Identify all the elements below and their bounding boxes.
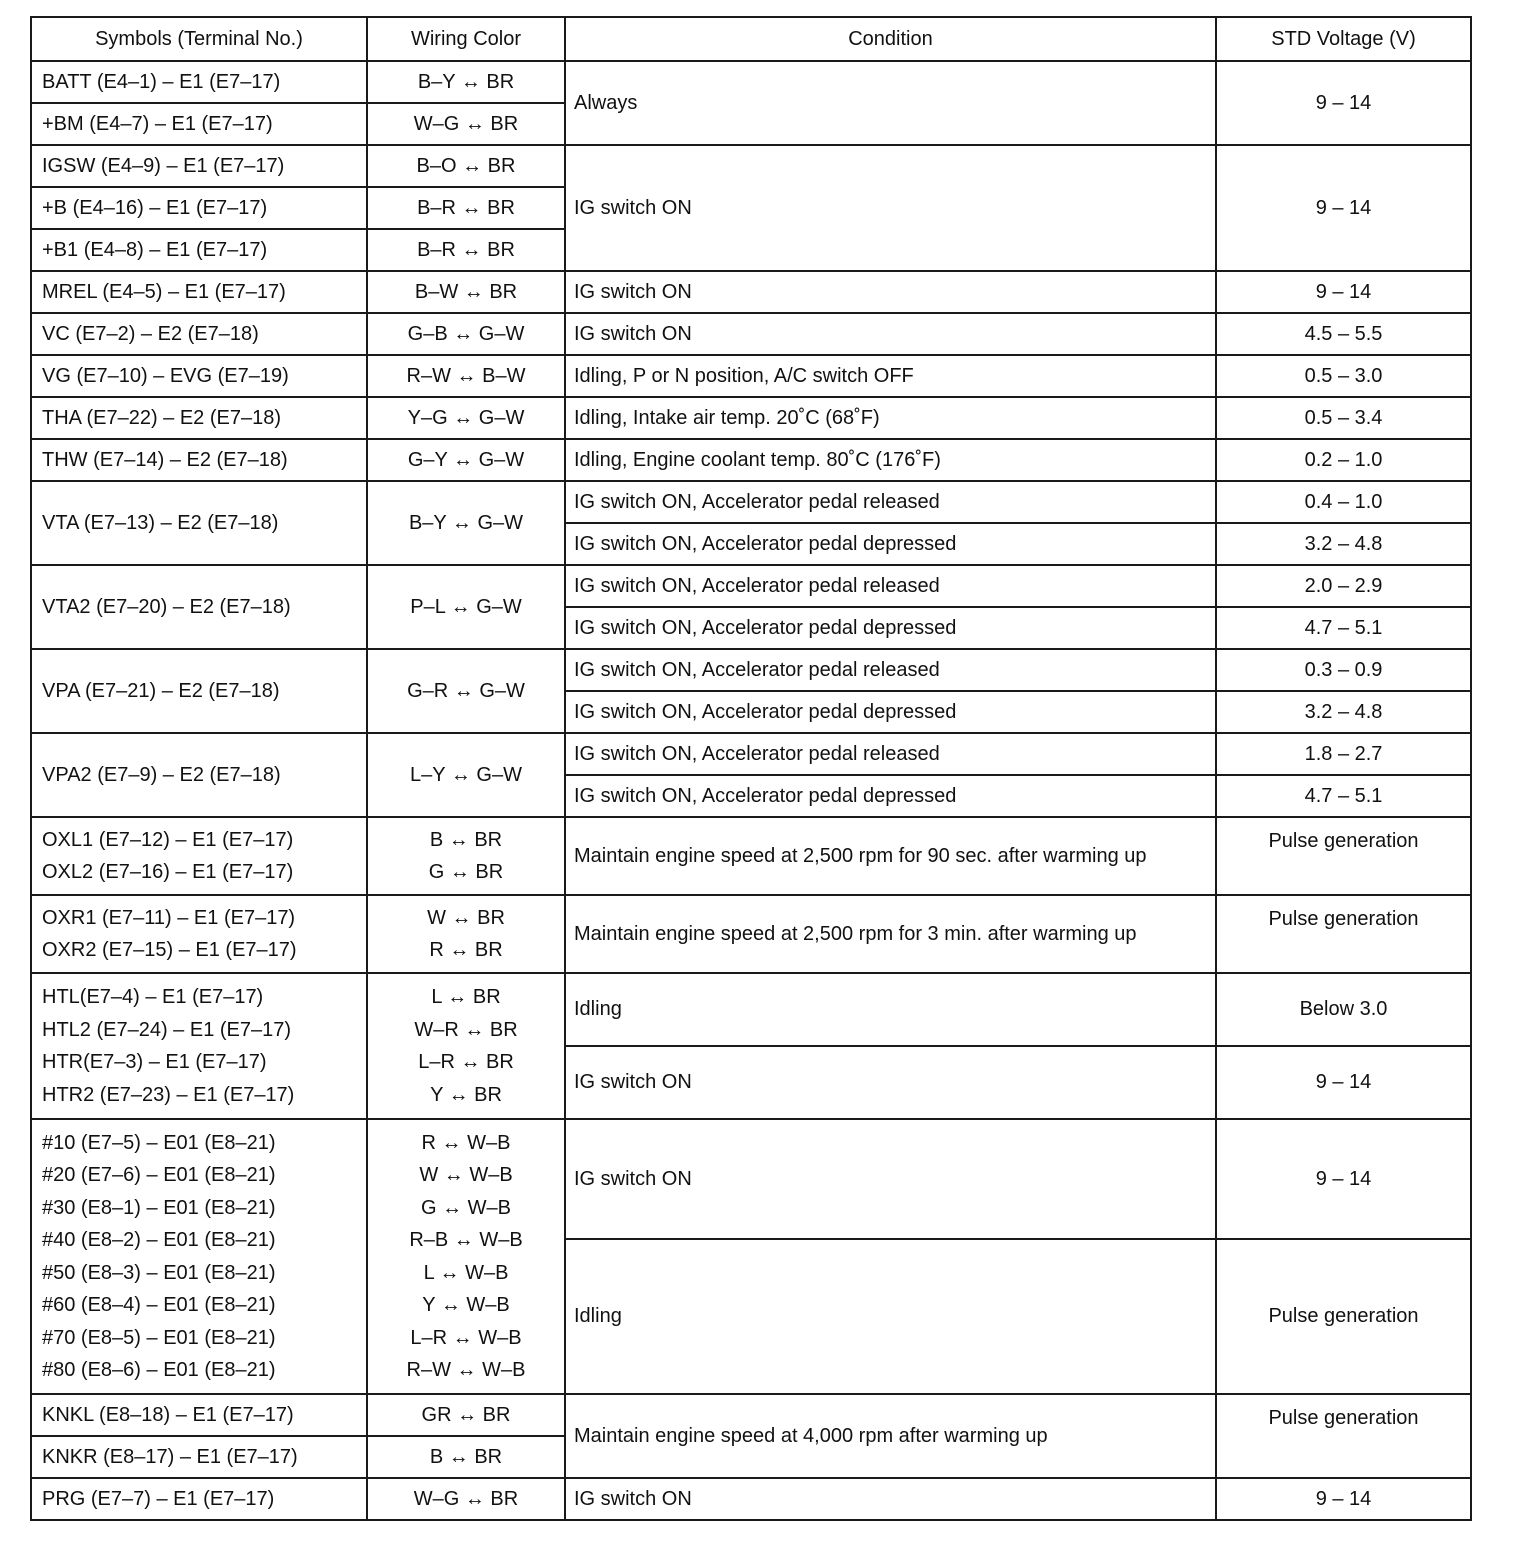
wiring-color-cell: B–Y ↔ BR: [367, 61, 565, 103]
voltage-cell: 4.7 – 5.1: [1216, 607, 1471, 649]
voltage-cell: 4.7 – 5.1: [1216, 775, 1471, 817]
symbol-line: #50 (E8–3) – E01 (E8–21): [42, 1261, 276, 1284]
symbol-cell: +BM (E4–7) – E1 (E7–17): [31, 103, 367, 145]
condition-cell: Idling: [565, 1239, 1216, 1394]
table-row: [31, 817, 1471, 895]
voltage-cell: 2.0 – 2.9: [1216, 565, 1471, 607]
table-row: [31, 973, 1471, 1046]
header-wiring-color: Wiring Color: [367, 17, 565, 61]
table-row: [31, 565, 1471, 607]
table-row: [31, 271, 1471, 313]
condition-cell: IG switch ON, Accelerator pedal depressed: [565, 607, 1216, 649]
voltage-cell: 0.2 – 1.0: [1216, 439, 1471, 481]
voltage-cell: 4.5 – 5.5: [1216, 313, 1471, 355]
wiring-color-line: L–R ↔ BR: [418, 1051, 514, 1073]
symbol-line: OXL1 (E7–12) – E1 (E7–17): [42, 828, 294, 851]
table-row: [31, 1478, 1471, 1520]
symbol-cell: MREL (E4–5) – E1 (E7–17): [31, 271, 367, 313]
voltage-cell: 0.5 – 3.4: [1216, 397, 1471, 439]
symbol-cell: KNKR (E8–17) – E1 (E7–17): [31, 1436, 367, 1478]
wiring-color-cell: L–Y ↔ G–W: [367, 733, 565, 817]
symbol-line: #30 (E8–1) – E01 (E8–21): [42, 1196, 276, 1219]
symbol-line: #20 (E7–6) – E01 (E8–21): [42, 1164, 276, 1186]
wiring-color-cell: G–B ↔ G–W: [367, 313, 565, 355]
symbol-line: #70 (E8–5) – E01 (E8–21): [42, 1326, 276, 1349]
voltage-cell: 9 – 14: [1216, 1478, 1471, 1520]
wiring-color-line: W ↔ BR: [427, 906, 505, 929]
voltage-cell: 9 – 14: [1216, 145, 1471, 271]
voltage-cell: 9 – 14: [1216, 1119, 1471, 1239]
voltage-cell: 0.3 – 0.9: [1216, 649, 1471, 691]
wiring-color-cell: R–W ↔ B–W: [367, 355, 565, 397]
table-row: [31, 439, 1471, 481]
condition-cell: IG switch ON: [565, 271, 1216, 313]
wiring-color-line: B ↔ BR: [429, 828, 503, 851]
symbol-cell: VPA2 (E7–9) – E2 (E7–18): [31, 733, 367, 817]
voltage-cell: Pulse generation: [1216, 1394, 1471, 1478]
wiring-color-cell: [367, 817, 565, 895]
symbol-cell: VTA2 (E7–20) – E2 (E7–18): [31, 565, 367, 649]
symbol-cell: +B1 (E4–8) – E1 (E7–17): [31, 229, 367, 271]
symbol-line: OXR2 (E7–15) – E1 (E7–17): [42, 939, 297, 961]
wiring-color-line: L ↔ BR: [431, 986, 501, 1008]
wiring-color-cell: G–Y ↔ G–W: [367, 439, 565, 481]
wiring-color-cell: GR ↔ BR: [367, 1394, 565, 1436]
wiring-color-line: Y ↔ W–B: [422, 1294, 510, 1316]
voltage-cell: Pulse generation: [1216, 1239, 1471, 1394]
condition-cell: Always: [565, 61, 1216, 145]
wiring-color-line: R–W ↔ W–B: [406, 1359, 526, 1381]
wiring-color-line: L ↔ W–B: [423, 1261, 509, 1284]
symbol-line: OXL2 (E7–16) – E1 (E7–17): [42, 861, 294, 883]
table-row: [31, 397, 1471, 439]
condition-cell: Maintain engine speed at 2,500 rpm for 90 sec. after warming up: [565, 817, 1216, 895]
symbol-cell: VTA (E7–13) – E2 (E7–18): [31, 481, 367, 565]
wiring-color-cell: B–O ↔ BR: [367, 145, 565, 187]
wiring-color-cell: B–W ↔ BR: [367, 271, 565, 313]
symbol-cell: [31, 895, 367, 973]
symbol-line: HTR2 (E7–23) – E1 (E7–17): [42, 1083, 295, 1106]
wiring-color-line: G ↔ W–B: [420, 1196, 511, 1219]
condition-cell: IG switch ON, Accelerator pedal depressed: [565, 691, 1216, 733]
table-row: [31, 145, 1471, 187]
voltage-cell: 0.4 – 1.0: [1216, 481, 1471, 523]
table-row: [31, 1119, 1471, 1239]
wiring-color-line: R ↔ BR: [429, 939, 503, 961]
wiring-color-cell: B–R ↔ BR: [367, 187, 565, 229]
symbol-cell: [31, 973, 367, 1119]
symbol-cell: PRG (E7–7) – E1 (E7–17): [31, 1478, 367, 1520]
wiring-color-cell: B–R ↔ BR: [367, 229, 565, 271]
symbol-cell: +B (E4–16) – E1 (E7–17): [31, 187, 367, 229]
voltage-cell: 9 – 14: [1216, 271, 1471, 313]
table-row: [31, 481, 1471, 523]
voltage-cell: 9 – 14: [1216, 61, 1471, 145]
symbol-cell: [31, 1119, 367, 1394]
symbol-line: #80 (E8–6) – E01 (E8–21): [42, 1359, 276, 1381]
condition-cell: IG switch ON, Accelerator pedal released: [565, 733, 1216, 775]
symbol-line: #10 (E7–5) – E01 (E8–21): [42, 1131, 276, 1154]
wiring-color-cell: G–R ↔ G–W: [367, 649, 565, 733]
symbol-cell: KNKL (E8–18) – E1 (E7–17): [31, 1394, 367, 1436]
wiring-color-line: W–R ↔ BR: [414, 1018, 518, 1041]
wiring-color-cell: [367, 895, 565, 973]
voltage-cell: Below 3.0: [1216, 973, 1471, 1046]
wiring-color-line: G ↔ BR: [428, 861, 504, 883]
symbol-line: HTL(E7–4) – E1 (E7–17): [42, 986, 264, 1008]
header-symbols: Symbols (Terminal No.): [31, 17, 367, 61]
condition-cell: IG switch ON, Accelerator pedal released: [565, 649, 1216, 691]
wiring-color-line: L–R ↔ W–B: [410, 1326, 522, 1349]
wiring-color-cell: W–G ↔ BR: [367, 103, 565, 145]
wiring-color-line: Y ↔ BR: [430, 1083, 502, 1106]
header-condition: Condition: [565, 17, 1216, 61]
condition-cell: IG switch ON, Accelerator pedal depressed: [565, 523, 1216, 565]
header-std-voltage: STD Voltage (V): [1216, 17, 1471, 61]
condition-cell: Idling: [565, 973, 1216, 1046]
table-row: [31, 313, 1471, 355]
symbol-cell: BATT (E4–1) – E1 (E7–17): [31, 61, 367, 103]
table-row: [31, 649, 1471, 691]
symbol-cell: VC (E7–2) – E2 (E7–18): [31, 313, 367, 355]
wiring-color-cell: B ↔ BR: [367, 1436, 565, 1478]
wiring-color-cell: B–Y ↔ G–W: [367, 481, 565, 565]
symbol-line: HTL2 (E7–24) – E1 (E7–17): [42, 1018, 292, 1041]
wiring-color-line: R–B ↔ W–B: [409, 1229, 523, 1251]
condition-cell: Idling, Engine coolant temp. 80˚C (176˚F): [565, 439, 1216, 481]
table-row: [31, 733, 1471, 775]
symbol-cell: THW (E7–14) – E2 (E7–18): [31, 439, 367, 481]
condition-cell: IG switch ON: [565, 145, 1216, 271]
table-row: [31, 1394, 1471, 1436]
symbol-line: #60 (E8–4) – E01 (E8–21): [42, 1294, 276, 1316]
condition-cell: IG switch ON, Accelerator pedal released: [565, 565, 1216, 607]
condition-cell: Maintain engine speed at 4,000 rpm after warming up: [565, 1394, 1216, 1478]
wiring-color-cell: Y–G ↔ G–W: [367, 397, 565, 439]
voltage-cell: 9 – 14: [1216, 1046, 1471, 1119]
symbol-line: #40 (E8–2) – E01 (E8–21): [42, 1229, 276, 1251]
condition-cell: IG switch ON, Accelerator pedal released: [565, 481, 1216, 523]
table-row: [31, 355, 1471, 397]
symbol-cell: THA (E7–22) – E2 (E7–18): [31, 397, 367, 439]
wiring-color-cell: [367, 973, 565, 1119]
voltage-cell: 0.5 – 3.0: [1216, 355, 1471, 397]
condition-cell: Idling, Intake air temp. 20˚C (68˚F): [565, 397, 1216, 439]
wiring-color-cell: [367, 1119, 565, 1394]
voltage-cell: Pulse generation: [1216, 817, 1471, 895]
voltage-cell: 3.2 – 4.8: [1216, 691, 1471, 733]
voltage-cell: Pulse generation: [1216, 895, 1471, 973]
wiring-color-cell: W–G ↔ BR: [367, 1478, 565, 1520]
header-row: [31, 17, 1471, 61]
condition-cell: IG switch ON: [565, 1119, 1216, 1239]
condition-cell: Idling, P or N position, A/C switch OFF: [565, 355, 1216, 397]
condition-cell: IG switch ON, Accelerator pedal depressed: [565, 775, 1216, 817]
voltage-cell: 1.8 – 2.7: [1216, 733, 1471, 775]
symbol-line: OXR1 (E7–11) – E1 (E7–17): [42, 906, 296, 929]
condition-cell: IG switch ON: [565, 1478, 1216, 1520]
symbol-cell: IGSW (E4–9) – E1 (E7–17): [31, 145, 367, 187]
wiring-color-cell: P–L ↔ G–W: [367, 565, 565, 649]
symbol-cell: VG (E7–10) – EVG (E7–19): [31, 355, 367, 397]
wiring-color-line: W ↔ W–B: [419, 1164, 513, 1186]
wiring-color-line: R ↔ W–B: [421, 1131, 511, 1154]
condition-cell: IG switch ON: [565, 1046, 1216, 1119]
table-row: [31, 61, 1471, 103]
symbol-line: HTR(E7–3) – E1 (E7–17): [42, 1051, 267, 1073]
condition-cell: Maintain engine speed at 2,500 rpm for 3 min. after warming up: [565, 895, 1216, 973]
terminal-voltage-table: [30, 16, 1472, 1521]
voltage-cell: 3.2 – 4.8: [1216, 523, 1471, 565]
table-row: [31, 895, 1471, 973]
symbol-cell: [31, 817, 367, 895]
condition-cell: IG switch ON: [565, 313, 1216, 355]
symbol-cell: VPA (E7–21) – E2 (E7–18): [31, 649, 367, 733]
